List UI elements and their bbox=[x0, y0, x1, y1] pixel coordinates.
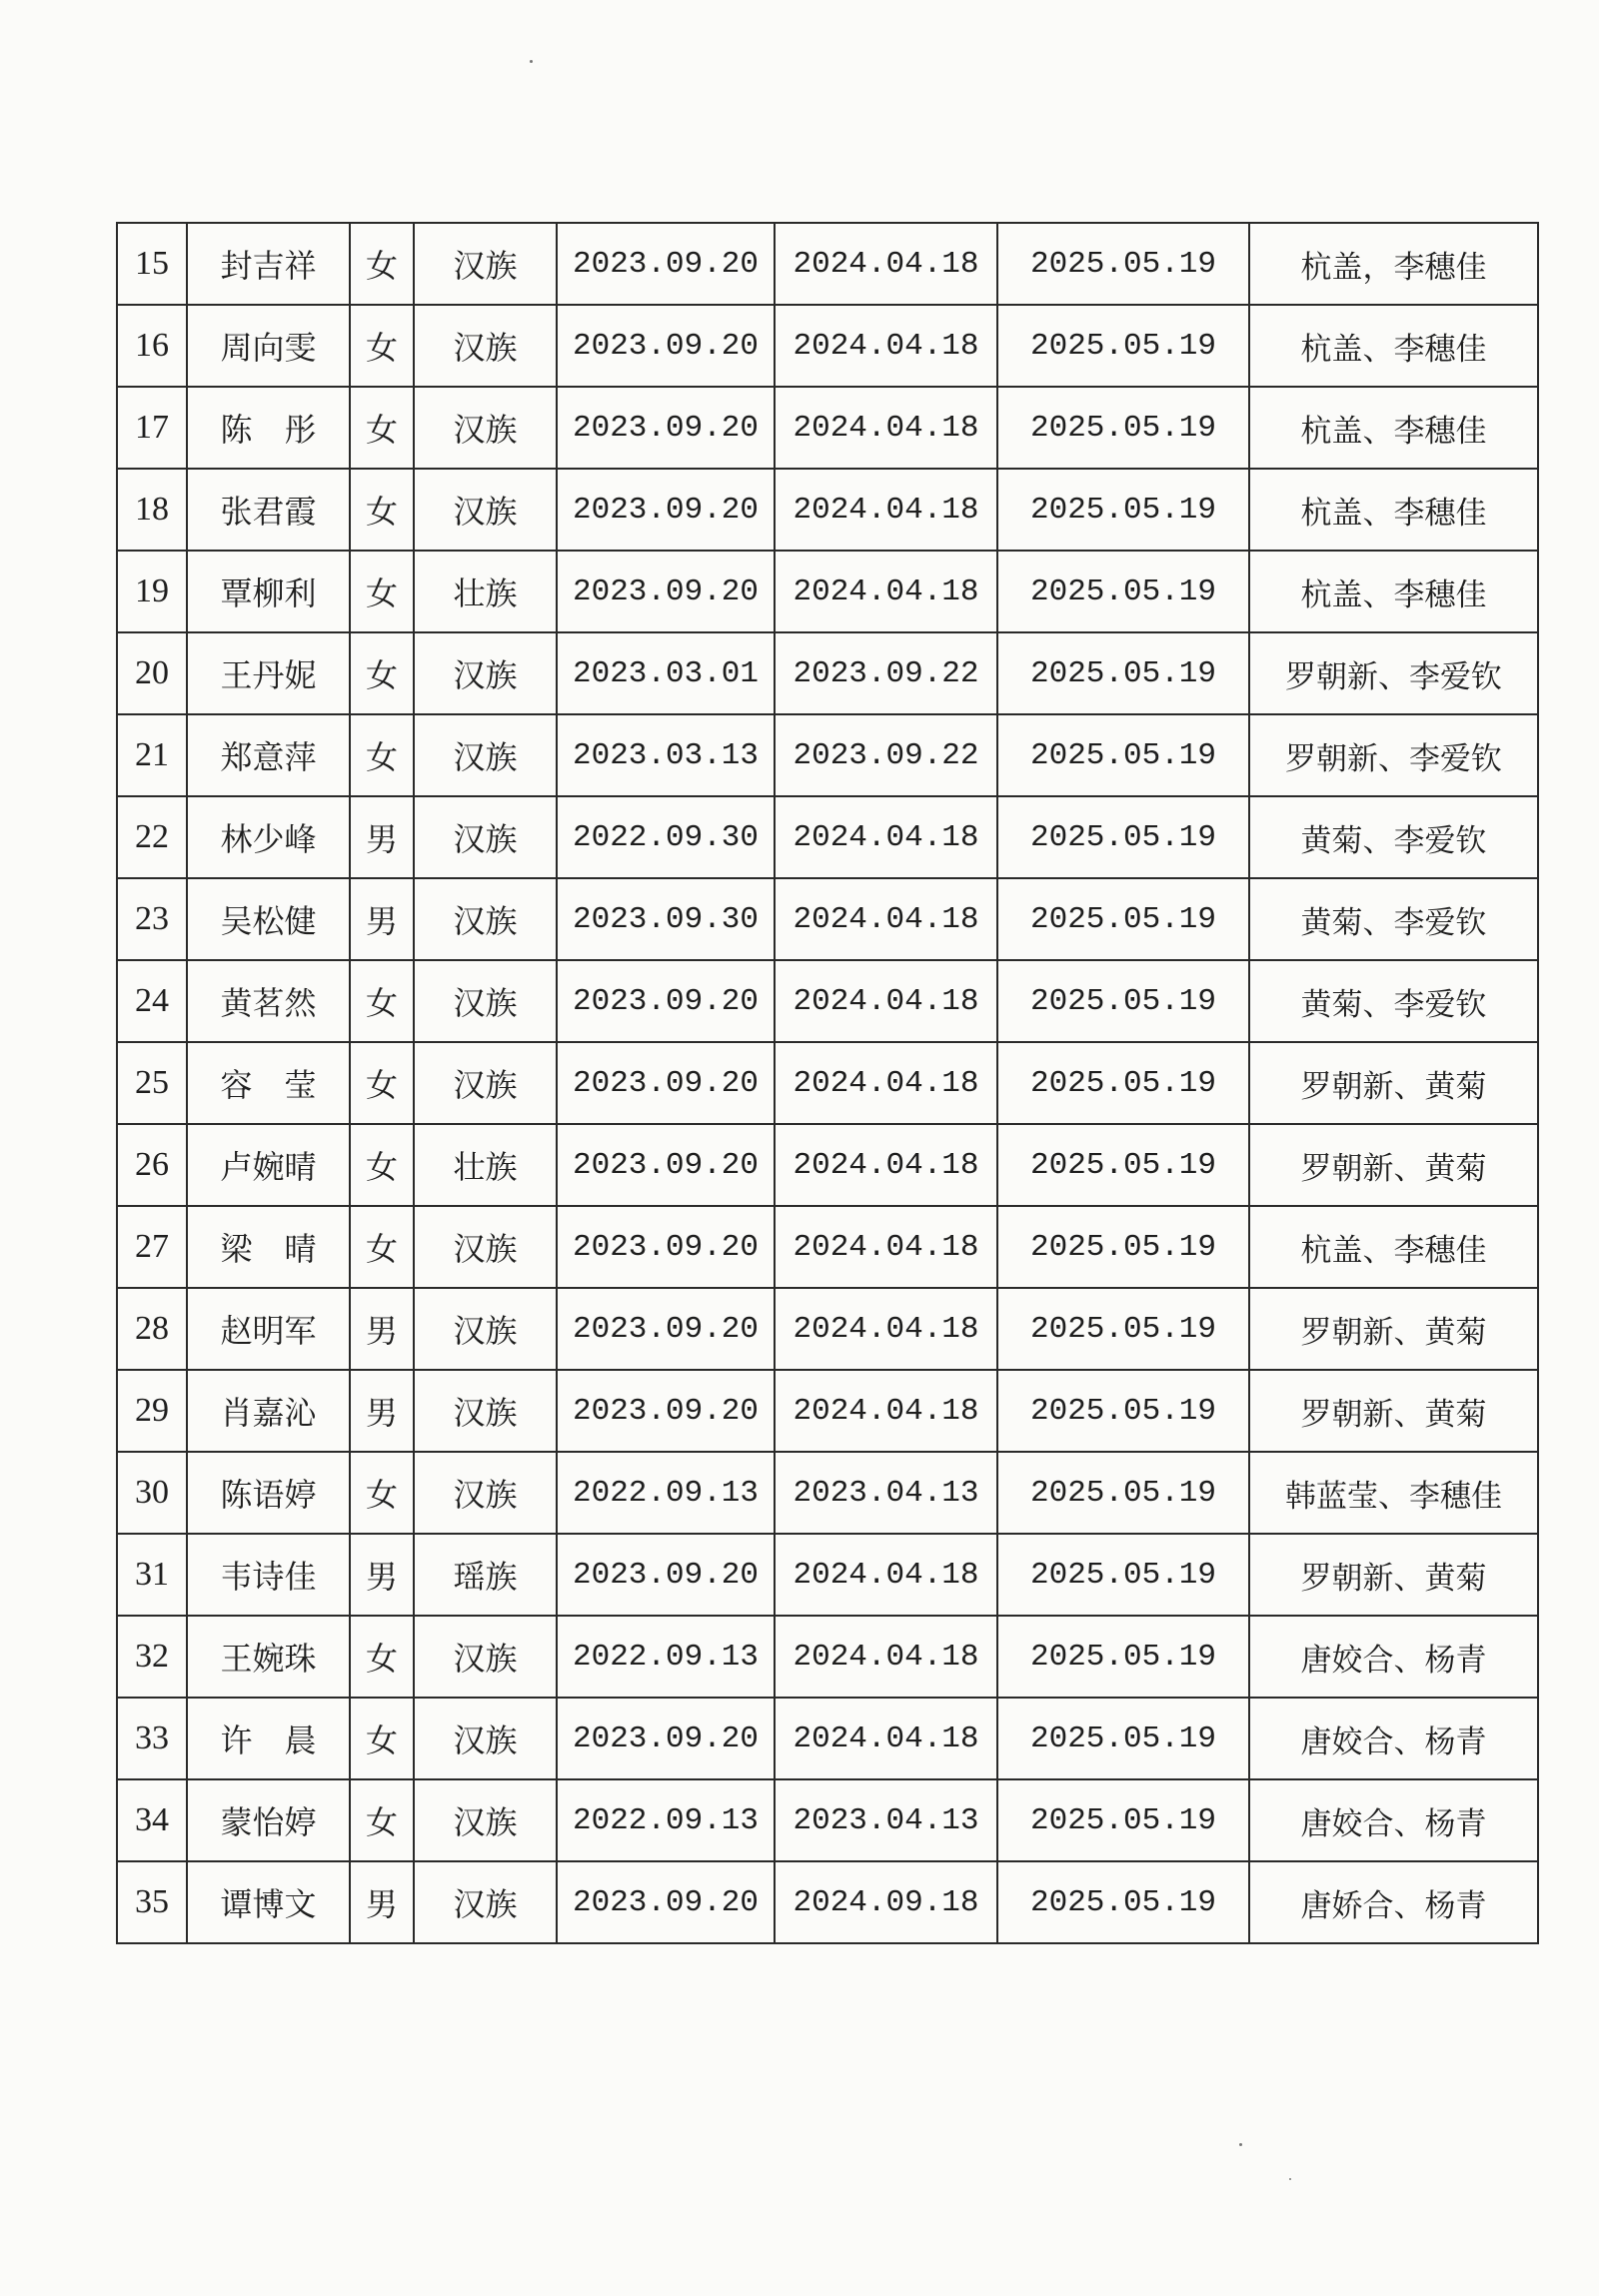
gender-cell: 女 bbox=[350, 1042, 414, 1124]
date-3-cell: 2025.05.19 bbox=[997, 551, 1249, 632]
date-2-cell: 2024.04.18 bbox=[775, 1616, 997, 1698]
member-name-cell: 陈语婷 bbox=[187, 1452, 350, 1534]
member-name-cell: 周向雯 bbox=[187, 305, 350, 387]
member-name-cell: 肖嘉沁 bbox=[187, 1370, 350, 1452]
gender-cell: 女 bbox=[350, 469, 414, 551]
table-row bbox=[117, 632, 1538, 714]
date-1-cell: 2023.03.01 bbox=[557, 632, 775, 714]
date-2-cell: 2024.04.18 bbox=[775, 223, 997, 305]
member-name-cell: 容 莹 bbox=[187, 1042, 350, 1124]
table-row bbox=[117, 1370, 1538, 1452]
table-row bbox=[117, 1452, 1538, 1534]
date-3-cell: 2025.05.19 bbox=[997, 1288, 1249, 1370]
date-3-cell: 2025.05.19 bbox=[997, 469, 1249, 551]
table-row bbox=[117, 796, 1538, 878]
row-number-cell: 19 bbox=[117, 551, 187, 632]
gender-cell: 女 bbox=[350, 1452, 414, 1534]
row-number-cell: 15 bbox=[117, 223, 187, 305]
date-1-cell: 2023.09.20 bbox=[557, 1698, 775, 1779]
row-number-cell: 35 bbox=[117, 1861, 187, 1943]
gender-cell: 女 bbox=[350, 305, 414, 387]
member-name-cell: 蒙怡婷 bbox=[187, 1779, 350, 1861]
row-number-cell: 25 bbox=[117, 1042, 187, 1124]
member-name-cell: 郑意萍 bbox=[187, 714, 350, 796]
date-3-cell: 2025.05.19 bbox=[997, 632, 1249, 714]
date-1-cell: 2022.09.13 bbox=[557, 1616, 775, 1698]
ethnicity-cell: 壮族 bbox=[414, 1124, 557, 1206]
scan-speck bbox=[1239, 2143, 1242, 2146]
table-row bbox=[117, 223, 1538, 305]
sponsors-cell: 罗朝新、黄菊 bbox=[1249, 1534, 1538, 1616]
date-2-cell: 2024.04.18 bbox=[775, 305, 997, 387]
date-1-cell: 2023.09.20 bbox=[557, 1288, 775, 1370]
ethnicity-cell: 汉族 bbox=[414, 1452, 557, 1534]
member-name-cell: 赵明军 bbox=[187, 1288, 350, 1370]
date-1-cell: 2023.09.20 bbox=[557, 1206, 775, 1288]
date-2-cell: 2024.04.18 bbox=[775, 1698, 997, 1779]
table-row bbox=[117, 714, 1538, 796]
date-3-cell: 2025.05.19 bbox=[997, 1861, 1249, 1943]
date-1-cell: 2022.09.13 bbox=[557, 1779, 775, 1861]
gender-cell: 女 bbox=[350, 1124, 414, 1206]
date-2-cell: 2024.04.18 bbox=[775, 551, 997, 632]
row-number-cell: 18 bbox=[117, 469, 187, 551]
table-row bbox=[117, 469, 1538, 551]
sponsors-cell: 韩蓝莹、李穗佳 bbox=[1249, 1452, 1538, 1534]
ethnicity-cell: 汉族 bbox=[414, 632, 557, 714]
member-name-cell: 王丹妮 bbox=[187, 632, 350, 714]
date-3-cell: 2025.05.19 bbox=[997, 1370, 1249, 1452]
table-row bbox=[117, 551, 1538, 632]
ethnicity-cell: 汉族 bbox=[414, 1861, 557, 1943]
gender-cell: 女 bbox=[350, 1206, 414, 1288]
date-3-cell: 2025.05.19 bbox=[997, 223, 1249, 305]
date-2-cell: 2024.04.18 bbox=[775, 1370, 997, 1452]
gender-cell: 女 bbox=[350, 551, 414, 632]
member-name-cell: 韦诗佳 bbox=[187, 1534, 350, 1616]
sponsors-cell: 杭盖、李穗佳 bbox=[1249, 551, 1538, 632]
date-2-cell: 2024.04.18 bbox=[775, 1288, 997, 1370]
gender-cell: 男 bbox=[350, 878, 414, 960]
date-1-cell: 2023.09.20 bbox=[557, 1861, 775, 1943]
sponsors-cell: 杭盖、李穗佳 bbox=[1249, 387, 1538, 469]
row-number-cell: 29 bbox=[117, 1370, 187, 1452]
member-name-cell: 梁 晴 bbox=[187, 1206, 350, 1288]
sponsors-cell: 杭盖，李穗佳 bbox=[1249, 223, 1538, 305]
row-number-cell: 33 bbox=[117, 1698, 187, 1779]
ethnicity-cell: 汉族 bbox=[414, 1370, 557, 1452]
date-2-cell: 2024.04.18 bbox=[775, 1042, 997, 1124]
ethnicity-cell: 汉族 bbox=[414, 714, 557, 796]
ethnicity-cell: 汉族 bbox=[414, 1288, 557, 1370]
table-row bbox=[117, 387, 1538, 469]
date-1-cell: 2022.09.13 bbox=[557, 1452, 775, 1534]
row-number-cell: 27 bbox=[117, 1206, 187, 1288]
member-name-cell: 张君霞 bbox=[187, 469, 350, 551]
member-name-cell: 卢婉晴 bbox=[187, 1124, 350, 1206]
row-number-cell: 22 bbox=[117, 796, 187, 878]
sponsors-cell: 罗朝新、李爱钦 bbox=[1249, 632, 1538, 714]
date-2-cell: 2023.09.22 bbox=[775, 714, 997, 796]
date-3-cell: 2025.05.19 bbox=[997, 878, 1249, 960]
date-1-cell: 2023.09.30 bbox=[557, 878, 775, 960]
date-3-cell: 2025.05.19 bbox=[997, 1042, 1249, 1124]
date-2-cell: 2024.04.18 bbox=[775, 1206, 997, 1288]
row-number-cell: 31 bbox=[117, 1534, 187, 1616]
gender-cell: 男 bbox=[350, 1370, 414, 1452]
row-number-cell: 16 bbox=[117, 305, 187, 387]
date-1-cell: 2023.09.20 bbox=[557, 387, 775, 469]
gender-cell: 女 bbox=[350, 1779, 414, 1861]
ethnicity-cell: 汉族 bbox=[414, 1042, 557, 1124]
gender-cell: 女 bbox=[350, 960, 414, 1042]
member-name-cell: 许 晨 bbox=[187, 1698, 350, 1779]
member-name-cell: 王婉珠 bbox=[187, 1616, 350, 1698]
ethnicity-cell: 汉族 bbox=[414, 1206, 557, 1288]
date-2-cell: 2023.09.22 bbox=[775, 632, 997, 714]
row-number-cell: 20 bbox=[117, 632, 187, 714]
table-row bbox=[117, 305, 1538, 387]
row-number-cell: 26 bbox=[117, 1124, 187, 1206]
gender-cell: 男 bbox=[350, 796, 414, 878]
sponsors-cell: 罗朝新、李爱钦 bbox=[1249, 714, 1538, 796]
date-3-cell: 2025.05.19 bbox=[997, 1616, 1249, 1698]
sponsors-cell: 黄菊、李爱钦 bbox=[1249, 878, 1538, 960]
date-2-cell: 2023.04.13 bbox=[775, 1779, 997, 1861]
table-row bbox=[117, 1042, 1538, 1124]
row-number-cell: 21 bbox=[117, 714, 187, 796]
ethnicity-cell: 汉族 bbox=[414, 1616, 557, 1698]
member-table bbox=[116, 222, 1539, 1944]
member-name-cell: 林少峰 bbox=[187, 796, 350, 878]
table-row bbox=[117, 1534, 1538, 1616]
gender-cell: 男 bbox=[350, 1288, 414, 1370]
member-name-cell: 谭博文 bbox=[187, 1861, 350, 1943]
table-row bbox=[117, 960, 1538, 1042]
row-number-cell: 28 bbox=[117, 1288, 187, 1370]
scan-speck bbox=[530, 60, 533, 63]
sponsors-cell: 黄菊、李爱钦 bbox=[1249, 796, 1538, 878]
date-1-cell: 2023.09.20 bbox=[557, 1042, 775, 1124]
date-3-cell: 2025.05.19 bbox=[997, 1452, 1249, 1534]
sponsors-cell: 唐娇合、杨青 bbox=[1249, 1861, 1538, 1943]
date-2-cell: 2024.04.18 bbox=[775, 387, 997, 469]
table-row bbox=[117, 1124, 1538, 1206]
ethnicity-cell: 汉族 bbox=[414, 960, 557, 1042]
gender-cell: 女 bbox=[350, 714, 414, 796]
date-3-cell: 2025.05.19 bbox=[997, 1698, 1249, 1779]
ethnicity-cell: 汉族 bbox=[414, 387, 557, 469]
date-1-cell: 2023.09.20 bbox=[557, 960, 775, 1042]
sponsors-cell: 罗朝新、黄菊 bbox=[1249, 1370, 1538, 1452]
row-number-cell: 32 bbox=[117, 1616, 187, 1698]
sponsors-cell: 罗朝新、黄菊 bbox=[1249, 1124, 1538, 1206]
ethnicity-cell: 汉族 bbox=[414, 469, 557, 551]
date-2-cell: 2024.04.18 bbox=[775, 796, 997, 878]
sponsors-cell: 罗朝新、黄菊 bbox=[1249, 1288, 1538, 1370]
sponsors-cell: 唐姣合、杨青 bbox=[1249, 1616, 1538, 1698]
row-number-cell: 34 bbox=[117, 1779, 187, 1861]
ethnicity-cell: 壮族 bbox=[414, 551, 557, 632]
date-3-cell: 2025.05.19 bbox=[997, 387, 1249, 469]
table-row bbox=[117, 1616, 1538, 1698]
ethnicity-cell: 汉族 bbox=[414, 223, 557, 305]
scan-speck bbox=[1289, 2178, 1291, 2180]
row-number-cell: 30 bbox=[117, 1452, 187, 1534]
ethnicity-cell: 瑶族 bbox=[414, 1534, 557, 1616]
gender-cell: 女 bbox=[350, 1698, 414, 1779]
sponsors-cell: 杭盖、李穗佳 bbox=[1249, 469, 1538, 551]
date-1-cell: 2023.09.20 bbox=[557, 469, 775, 551]
table-row bbox=[117, 1861, 1538, 1943]
row-number-cell: 23 bbox=[117, 878, 187, 960]
row-number-cell: 17 bbox=[117, 387, 187, 469]
date-3-cell: 2025.05.19 bbox=[997, 714, 1249, 796]
table-row bbox=[117, 878, 1538, 960]
date-1-cell: 2023.09.20 bbox=[557, 1534, 775, 1616]
date-2-cell: 2024.04.18 bbox=[775, 1124, 997, 1206]
date-2-cell: 2024.04.18 bbox=[775, 1534, 997, 1616]
date-1-cell: 2022.09.30 bbox=[557, 796, 775, 878]
date-3-cell: 2025.05.19 bbox=[997, 1534, 1249, 1616]
date-1-cell: 2023.09.20 bbox=[557, 1124, 775, 1206]
sponsors-cell: 唐姣合、杨青 bbox=[1249, 1779, 1538, 1861]
table-row bbox=[117, 1206, 1538, 1288]
date-2-cell: 2024.04.18 bbox=[775, 878, 997, 960]
date-1-cell: 2023.09.20 bbox=[557, 223, 775, 305]
date-2-cell: 2024.04.18 bbox=[775, 469, 997, 551]
table-body bbox=[117, 223, 1538, 1943]
gender-cell: 女 bbox=[350, 632, 414, 714]
date-3-cell: 2025.05.19 bbox=[997, 960, 1249, 1042]
table-row bbox=[117, 1288, 1538, 1370]
gender-cell: 女 bbox=[350, 1616, 414, 1698]
gender-cell: 女 bbox=[350, 223, 414, 305]
sponsors-cell: 杭盖、李穗佳 bbox=[1249, 305, 1538, 387]
sponsors-cell: 杭盖、李穗佳 bbox=[1249, 1206, 1538, 1288]
table-row bbox=[117, 1698, 1538, 1779]
date-3-cell: 2025.05.19 bbox=[997, 305, 1249, 387]
date-1-cell: 2023.09.20 bbox=[557, 305, 775, 387]
date-1-cell: 2023.09.20 bbox=[557, 551, 775, 632]
date-3-cell: 2025.05.19 bbox=[997, 1779, 1249, 1861]
ethnicity-cell: 汉族 bbox=[414, 1779, 557, 1861]
ethnicity-cell: 汉族 bbox=[414, 1698, 557, 1779]
date-2-cell: 2023.04.13 bbox=[775, 1452, 997, 1534]
ethnicity-cell: 汉族 bbox=[414, 796, 557, 878]
gender-cell: 男 bbox=[350, 1534, 414, 1616]
date-1-cell: 2023.03.13 bbox=[557, 714, 775, 796]
member-name-cell: 黄茗然 bbox=[187, 960, 350, 1042]
sponsors-cell: 唐姣合、杨青 bbox=[1249, 1698, 1538, 1779]
member-name-cell: 覃柳利 bbox=[187, 551, 350, 632]
gender-cell: 女 bbox=[350, 387, 414, 469]
date-3-cell: 2025.05.19 bbox=[997, 1206, 1249, 1288]
member-name-cell: 陈 彤 bbox=[187, 387, 350, 469]
date-3-cell: 2025.05.19 bbox=[997, 1124, 1249, 1206]
gender-cell: 男 bbox=[350, 1861, 414, 1943]
sponsors-cell: 黄菊、李爱钦 bbox=[1249, 960, 1538, 1042]
date-3-cell: 2025.05.19 bbox=[997, 796, 1249, 878]
member-name-cell: 封吉祥 bbox=[187, 223, 350, 305]
date-2-cell: 2024.04.18 bbox=[775, 960, 997, 1042]
date-2-cell: 2024.09.18 bbox=[775, 1861, 997, 1943]
ethnicity-cell: 汉族 bbox=[414, 305, 557, 387]
date-1-cell: 2023.09.20 bbox=[557, 1370, 775, 1452]
sponsors-cell: 罗朝新、黄菊 bbox=[1249, 1042, 1538, 1124]
member-name-cell: 吴松健 bbox=[187, 878, 350, 960]
ethnicity-cell: 汉族 bbox=[414, 878, 557, 960]
row-number-cell: 24 bbox=[117, 960, 187, 1042]
table-row bbox=[117, 1779, 1538, 1861]
